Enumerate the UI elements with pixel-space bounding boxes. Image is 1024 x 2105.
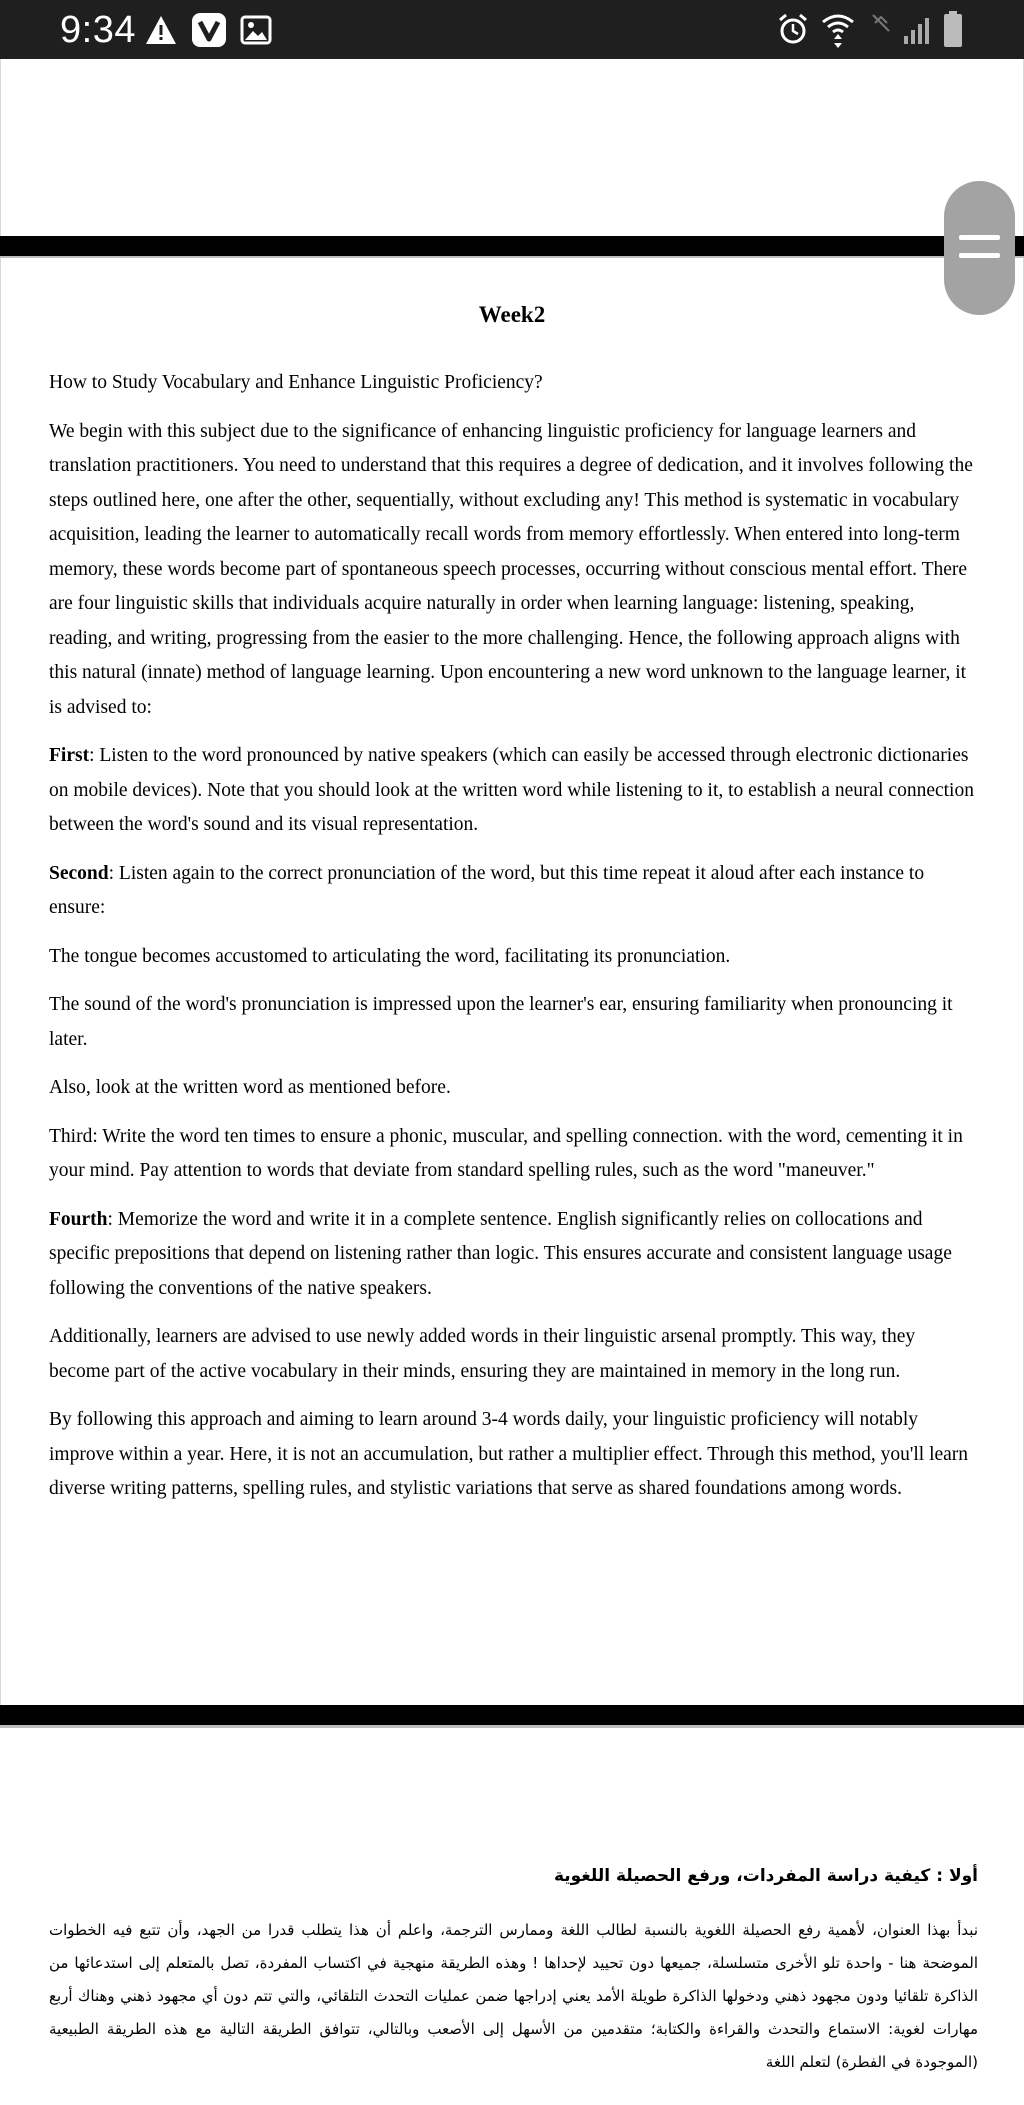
fourth-text: : Memorize the word and write it in a complete sentence. English significantly relies on collocations and specific prepositions that depend on listening rather than logic. This ensures accurate and consistent language usage following the conventions of the native speakers. <box>49 1208 952 1299</box>
paragraph-first <box>49 739 979 843</box>
second-label: Second <box>49 862 109 884</box>
v-app-icon <box>191 12 227 48</box>
battery-icon <box>942 10 964 48</box>
paragraph-question: How to Study Vocabulary and Enhance Linguistic Proficiency? <box>49 372 543 393</box>
paragraph-also: Also, look at the written word as mentioned before. <box>49 1077 451 1098</box>
paragraph-fourth <box>49 1203 979 1307</box>
alarm-icon <box>776 12 810 46</box>
paragraph-intro: We begin with this subject due to the significance of enhancing linguistic proficiency for language learners and translation practitioners. You need to understand that this requires a degree of dedication, and it involves following the steps outlined here, one after the other, sequentially, without excluding any! This method is systematic in vocabulary acquisition, leading the learner to automatically recall words from memory effortlessly. When entered into long-term memory, these words become part of spontaneous speech processes, occurring without conscious mental effort. There are four linguistic skills that individuals acquire naturally in order when learning language: listening, speaking, reading, and writing, progressing from the easier to the more challenging. Hence, the following approach aligns with this natural (innate) method of language learning. Upon encountering a new word unknown to the language learner, it is advised to: <box>49 420 973 718</box>
status-bar <box>0 0 1024 59</box>
paragraph-conclusion: By following this approach and aiming to learn around 3-4 words daily, your linguistic proficiency will notably improve within a year. Here, it is not an accumulation, but rather a multiplier effect. Through this method, you'll learn diverse writing patterns, spelling rules, and stylistic variations that serve as shared foundations among words. <box>49 1409 969 1499</box>
page-title: Week2 <box>478 302 546 327</box>
document-body <box>49 366 979 1521</box>
arabic-paragraph: نبدأ بهذا العنوان، لأهمية رفع الحصيلة اللغوية بالنسبة لطالب اللغة وممارس الترجمة، واعلم أن هذا يتطلب قدرا من الجهد، وأن تتبع فيه الخطوات الموضحة هنا - واحدة تلو الأخرى متسلسلة، جميعها دون تحييد لإحداها ! وهذه الطريقة منهجية في اكتساب المفردة، تصل بالمتعلم إلى استدعائها من الذاكرة تلقائيا ودون مجهود ذهني ودخولها الذاكرة طويلة الأمد يعني إدراجها ضمن عمليات التحدث التلقائي، والتي تتم دون أي مجهود ذهني وهناك أربع مهارات لغوية: الاستماع والتحدث والقراءة والكتابة؛ متقدمين من الأسهل إلى الأصعب وبالتالي، تتوافق الطريقة التالية مع هذه الطريقة الطبيعية (الموجودة في الفطرة) لتعلم اللغة <box>49 1921 978 2071</box>
page-separator <box>0 236 1024 256</box>
paragraph-sound: The sound of the word's pronunciation is impressed upon the learner's ear, ensuring familiarity when pronouncing it later. <box>49 994 953 1050</box>
warning-icon <box>144 14 178 46</box>
arabic-heading: أولا : كيفية دراسة المفردات، ورفع الحصيلة اللغوية <box>553 1866 978 1886</box>
status-time: 9:34 <box>60 9 136 51</box>
signal-icon <box>902 12 936 46</box>
paragraph-additionally: Additionally, learners are advised to use newly added words in their linguistic arsenal promptly. This way, they become part of the active vocabulary in their minds, ensuring they are maintained in memory in the long run. <box>49 1326 916 1382</box>
paragraph-second <box>49 857 979 926</box>
paragraph-tongue: The tongue becomes accustomed to articulating the word, facilitating its pronunciation. <box>49 945 731 967</box>
previous-page <box>0 59 1024 236</box>
silent-icon <box>870 12 892 34</box>
first-label: First <box>49 745 90 766</box>
paragraph-third: Third: Write the word ten times to ensure a phonic, muscular, and spelling connection. with the word, cementing it in your mind. Pay attention to words that deviate from standard spelling rules, such as the word "maneuver." <box>49 1125 963 1181</box>
wifi-icon <box>820 10 856 48</box>
page-separator <box>0 1705 1024 1725</box>
second-text: : Listen again to the correct pronunciation of the word, but this time repeat it aloud after each instance to ensure: <box>49 862 925 918</box>
image-icon <box>240 14 272 46</box>
fourth-label: Fourth <box>49 1208 108 1230</box>
fast-scroll-handle[interactable] <box>944 181 1015 315</box>
first-text: : Listen to the word pronounced by native speakers (which can easily be accessed through electronic dictionaries on mobile devices). Note that you should look at the written word while listening to it, to establish a neural connection between the word's sound and its visual representation. <box>49 745 974 835</box>
handle-grip-top <box>959 235 1000 240</box>
handle-grip-bottom <box>959 253 1000 258</box>
